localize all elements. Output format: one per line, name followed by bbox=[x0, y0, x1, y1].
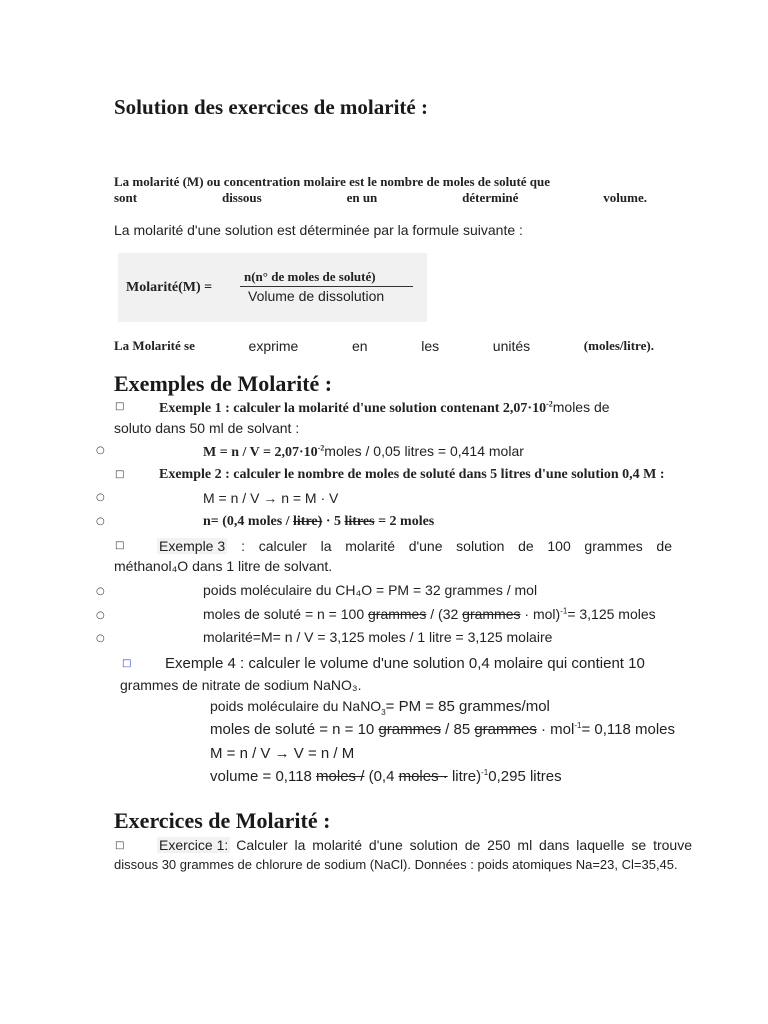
step-text: moles de soluté = n = 10 bbox=[210, 721, 379, 738]
units-word: La Molarité se bbox=[114, 338, 195, 353]
example-1-text: : calculer la molarité d'une solution contenant 2,07·10 bbox=[221, 401, 547, 416]
step-sup: -1 bbox=[560, 606, 568, 616]
example-1-line bbox=[159, 399, 610, 417]
exercise-1-line-2: dissous 30 grammes de chlorure de sodium (NaCl). Données : poids atomiques Na=23, Cl=35,45. bbox=[114, 857, 678, 872]
intro-word: sont bbox=[114, 190, 138, 205]
struck-unit: grammes bbox=[378, 721, 441, 738]
struck-unit: moles / bbox=[316, 768, 365, 785]
example-2-line bbox=[159, 467, 665, 483]
intro-word: dissous bbox=[221, 190, 262, 205]
circle-bullet-icon: ○ bbox=[96, 492, 105, 503]
example-3-text: : calculer la molarité d'une solution de 100 grammes de bbox=[241, 538, 672, 554]
example-3-step-1: poids moléculaire du CH₄O = PM = 32 grammes / mol bbox=[203, 582, 538, 598]
circle-bullet-icon: ○ bbox=[96, 516, 105, 527]
square-bullet-icon: □ bbox=[115, 840, 125, 851]
example-2-step-2 bbox=[203, 514, 434, 530]
formula-intro: La molarité d'une solution est déterminée par la formule suivante : bbox=[114, 222, 523, 238]
exercises-heading: Exercices de Molarité : bbox=[114, 808, 331, 833]
step-text: (0,4 bbox=[364, 768, 399, 785]
intro-word: volume. bbox=[603, 190, 647, 205]
solution-sup: -2 bbox=[317, 443, 325, 453]
struck-unit: moles · bbox=[398, 768, 448, 785]
step-text: n= (0,4 moles / bbox=[203, 514, 294, 529]
example-4-label: Exemple 4 bbox=[165, 655, 236, 672]
example-3-label: Exemple 3 bbox=[159, 538, 226, 554]
example-2-step-1: M = n / V → n = M · V bbox=[203, 490, 339, 506]
step-text: 0,295 litres bbox=[488, 768, 562, 785]
page-title: Solution des exercices de molarité : bbox=[114, 95, 428, 119]
example-1-label: Exemple 1 bbox=[159, 401, 222, 416]
intro-line-2 bbox=[114, 190, 647, 206]
square-bullet-icon: □ bbox=[115, 401, 125, 412]
units-word: (moles/litre). bbox=[583, 338, 654, 353]
step-text: = PM = 85 grammes/mol bbox=[385, 698, 550, 715]
formula-denominator: Volume de dissolution bbox=[248, 288, 385, 304]
step-sup: -1 bbox=[574, 721, 582, 730]
exercise-1-text: Calculer la molarité d'une solution de 250 ml dans laquelle se trouve bbox=[236, 837, 692, 853]
circle-bullet-icon: ○ bbox=[96, 586, 105, 597]
square-bullet-icon: □ bbox=[122, 658, 132, 669]
step-text: litre) bbox=[447, 768, 482, 785]
intro-line-1: La molarité (M) ou concentration molaire est le nombre de moles de soluté que bbox=[114, 174, 551, 189]
units-word: les bbox=[421, 338, 440, 354]
example-4-step-2 bbox=[210, 721, 675, 738]
struck-unit: litres bbox=[344, 514, 375, 529]
example-3-line-2: méthanol₄O dans 1 litre de solvant. bbox=[114, 558, 333, 574]
step-text: / 85 bbox=[440, 721, 475, 738]
intro-word: en un bbox=[346, 190, 378, 205]
struck-unit: grammes bbox=[462, 606, 521, 622]
example-2-label: Exemple 2 bbox=[159, 467, 222, 482]
example-4-step-1 bbox=[210, 698, 550, 715]
example-4-step-3: M = n / V → V = n / M bbox=[210, 745, 355, 762]
struck-unit: grammes bbox=[474, 721, 537, 738]
struck-unit: litre) bbox=[293, 514, 323, 529]
step-sup: -1 bbox=[481, 768, 489, 777]
units-line bbox=[114, 338, 654, 354]
example-1-sup: -2 bbox=[546, 399, 553, 409]
formula-label: Molarité(M) = bbox=[126, 280, 213, 295]
exercise-1-line bbox=[157, 837, 692, 853]
examples-heading: Exemples de Molarité : bbox=[114, 371, 333, 396]
units-word: exprime bbox=[248, 338, 299, 354]
step-text: volume = 0,118 bbox=[210, 768, 317, 785]
formula-numerator: n(n° de moles de soluté) bbox=[244, 269, 376, 284]
step-text: moles de soluté = n = 100 bbox=[203, 606, 368, 622]
example-3-step-2 bbox=[203, 606, 656, 622]
example-4-line bbox=[165, 655, 645, 672]
fraction-bar bbox=[240, 286, 413, 287]
step-text: · 5 bbox=[322, 514, 345, 529]
example-3-line bbox=[157, 538, 672, 554]
circle-bullet-icon: ○ bbox=[96, 610, 105, 621]
example-3-step-3: molarité=M= n / V = 3,125 moles / 1 litre = 3,125 molaire bbox=[203, 629, 553, 645]
solution-tail: moles / 0,05 litres = 0,414 molar bbox=[324, 443, 524, 459]
circle-bullet-icon: ○ bbox=[96, 445, 105, 456]
formula-box bbox=[118, 253, 427, 322]
step-text: = 2 moles bbox=[374, 514, 435, 529]
square-bullet-icon: □ bbox=[115, 540, 125, 551]
step-text: · mol bbox=[536, 721, 575, 738]
step-text: / (32 bbox=[426, 606, 463, 622]
example-1-tail: moles de bbox=[552, 399, 610, 415]
square-bullet-icon: □ bbox=[115, 469, 125, 480]
example-1-line-2: soluto dans 50 ml de solvant : bbox=[114, 420, 300, 436]
example-4-line-2: grammes de nitrate de sodium NaNO₃. bbox=[120, 677, 362, 693]
example-4-step-4 bbox=[210, 768, 562, 785]
example-1-solution bbox=[203, 443, 524, 461]
circle-bullet-icon: ○ bbox=[96, 633, 105, 644]
units-word: en bbox=[351, 338, 368, 354]
step-text: poids moléculaire du NaNO bbox=[210, 698, 382, 714]
step-text: · mol) bbox=[520, 606, 561, 622]
struck-unit: grammes bbox=[368, 606, 427, 622]
exercise-1-label: Exercice 1: bbox=[159, 837, 229, 853]
step-text: = 3,125 moles bbox=[567, 606, 656, 622]
example-2-text: : calculer le nombre de moles de soluté dans 5 litres d'une solution 0,4 M : bbox=[221, 467, 665, 482]
step-text: = 0,118 moles bbox=[581, 721, 675, 738]
intro-word: déterminé bbox=[462, 190, 519, 205]
units-word: unités bbox=[492, 338, 531, 354]
example-4-text: : calculer le volume d'une solution 0,4 molaire qui contient 10 bbox=[240, 655, 645, 672]
step-sub: 3 bbox=[381, 707, 386, 717]
solution-formula: M = n / V = 2,07·10 bbox=[203, 445, 318, 460]
